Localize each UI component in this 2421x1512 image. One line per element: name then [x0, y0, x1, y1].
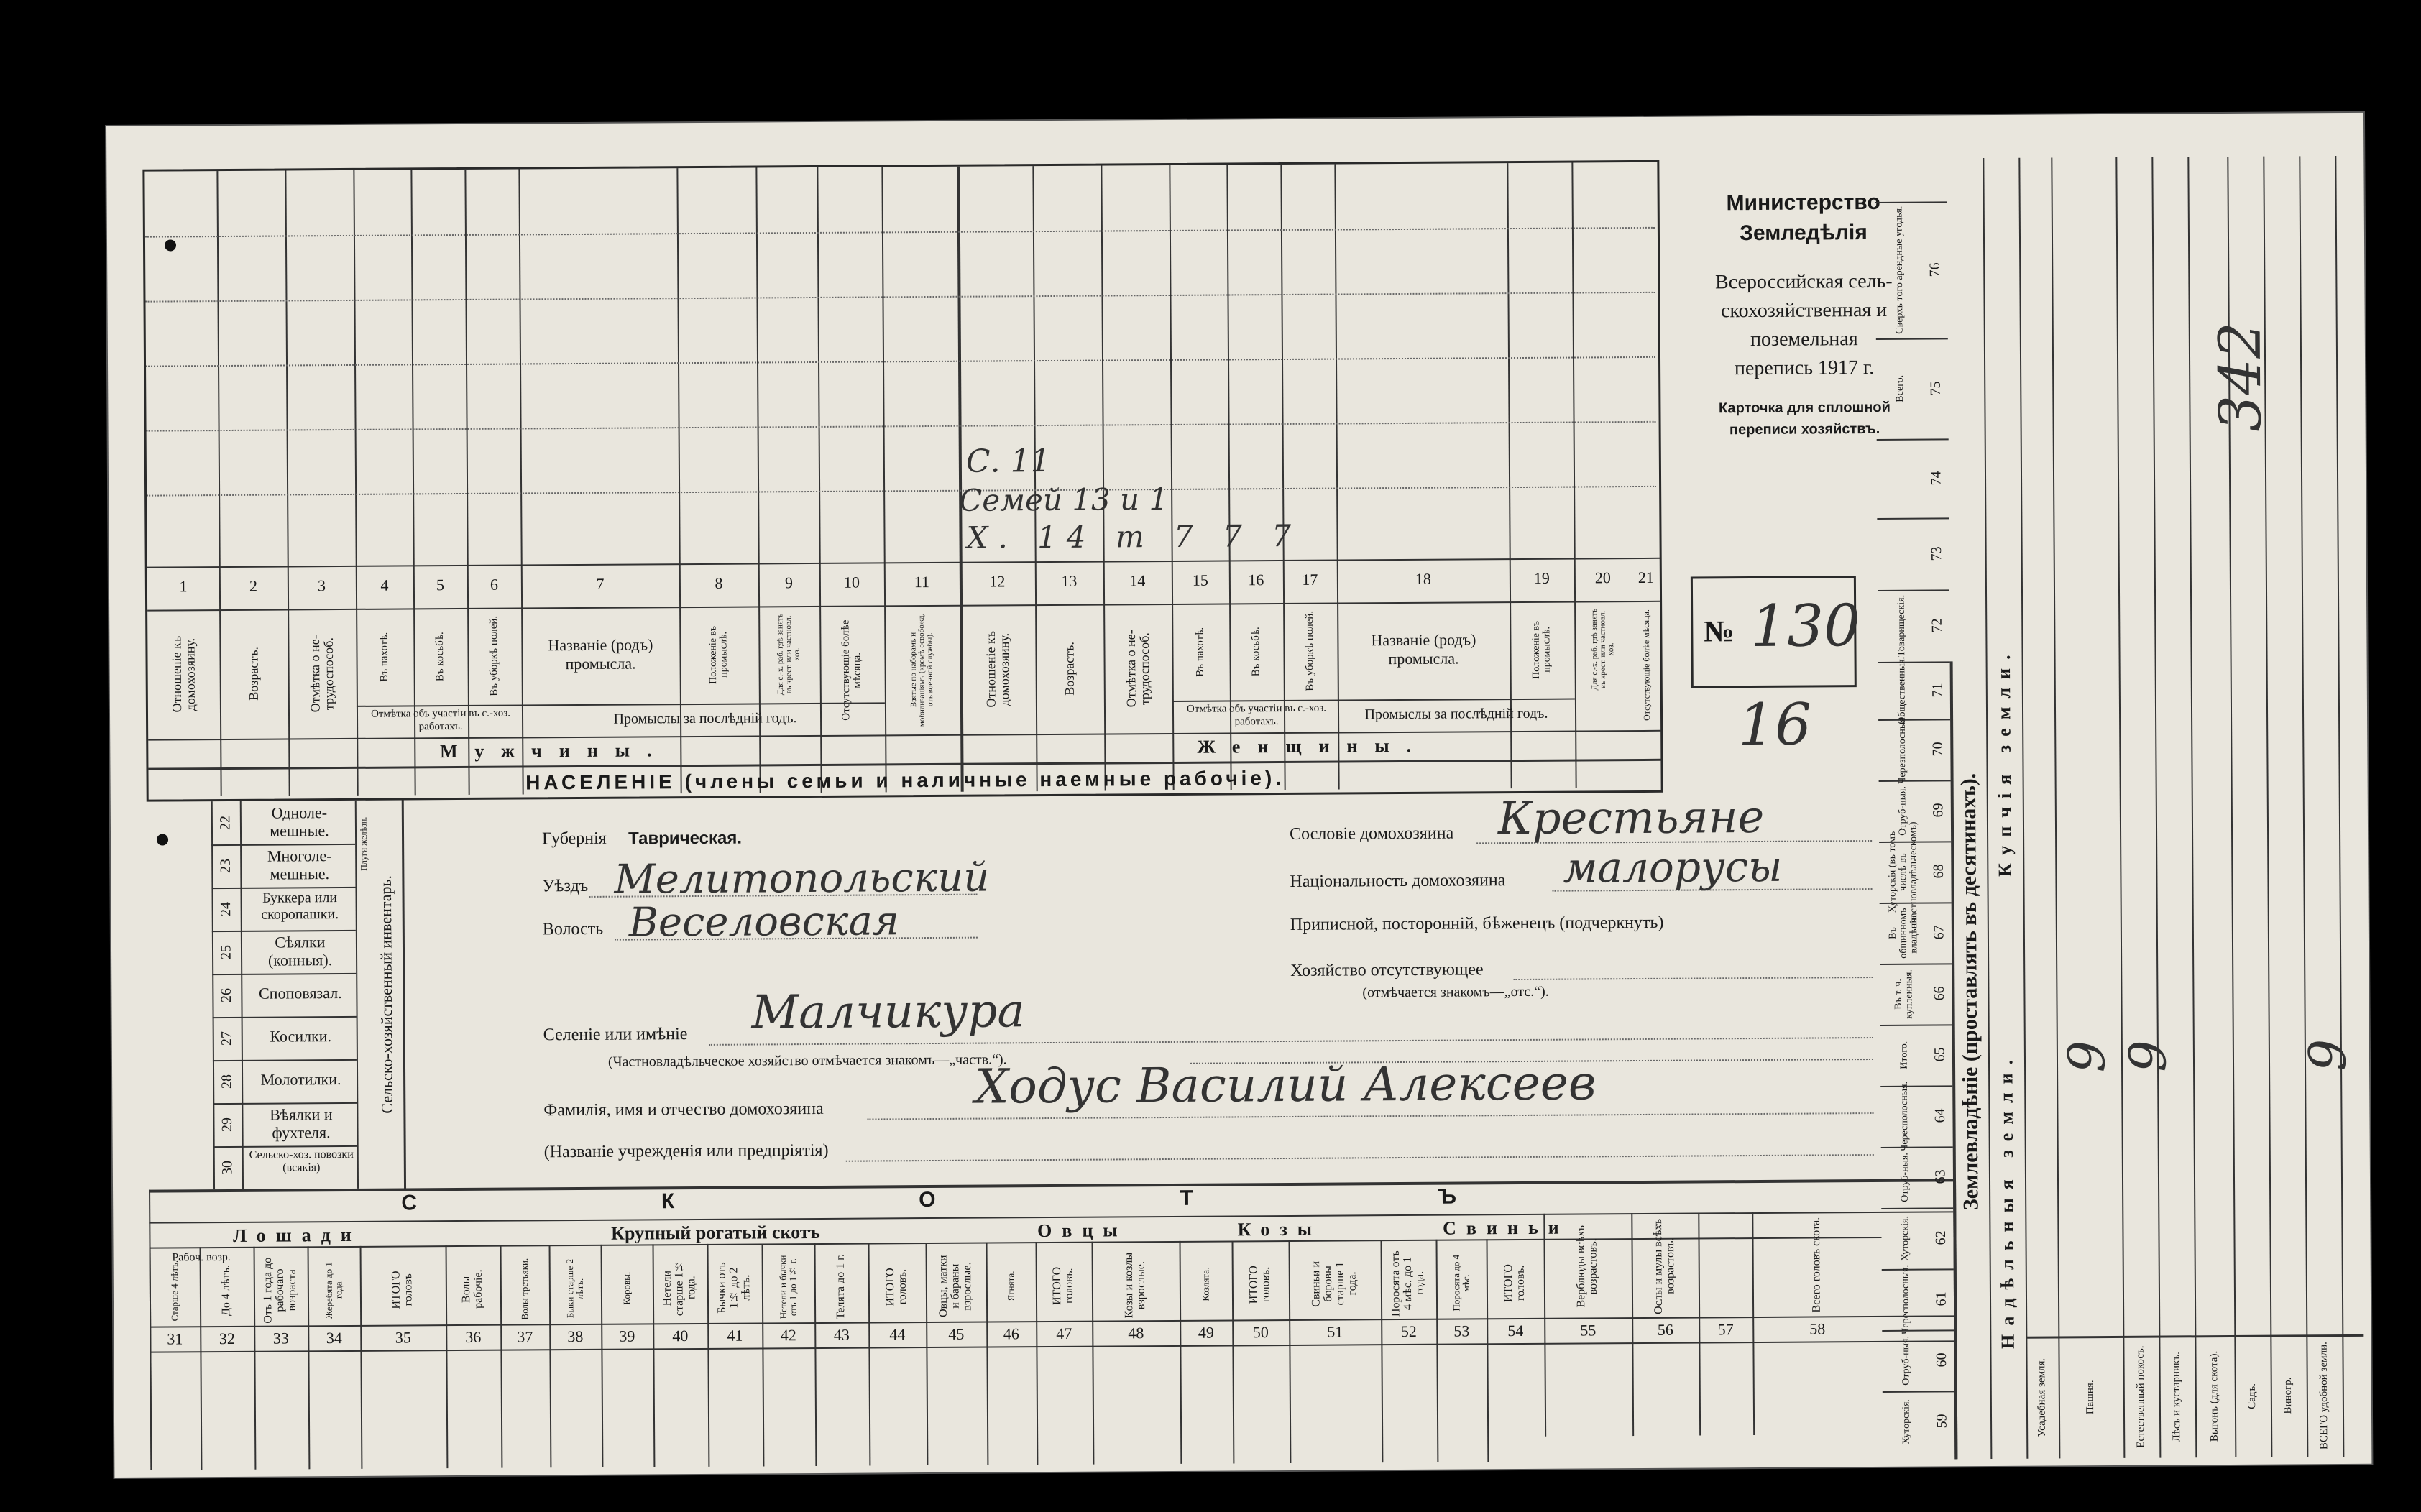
land-column-header: Товарищескія. — [1896, 594, 1908, 657]
livestock-column-header: Быки старше 2 лѣтъ. — [564, 1258, 585, 1319]
livestock-column-number: 31 — [167, 1329, 183, 1348]
livestock-title: СКОТЪ — [401, 1183, 1701, 1215]
livestock-column-number: 44 — [889, 1325, 906, 1344]
inventory-item: Молотилки. — [260, 1070, 341, 1089]
livestock-column-header: Волы рабочіе. — [459, 1269, 485, 1309]
livestock-column-header: Всего головъ скота. — [1809, 1217, 1823, 1313]
district-value: Мелитопольский — [614, 854, 990, 903]
column-header: Въ косьбѣ. — [1249, 627, 1262, 677]
inventory-item: Сельско-хоз. повозки (всякія) — [249, 1148, 354, 1174]
land-column-number: 67 — [1931, 925, 1947, 941]
inventory-number: 22 — [217, 815, 234, 831]
livestock-column-number: 53 — [1453, 1322, 1470, 1340]
livestock-column-header: До 4 лѣтъ. — [219, 1265, 233, 1317]
column-number: 11 — [914, 573, 930, 591]
trades-subheader: Промыслы за послѣдній годъ. — [1364, 705, 1548, 723]
card-subtitle: переписи хозяйствъ. — [1729, 420, 1880, 438]
population-title: НАСЕЛЕНІЕ (члены семьи и наличные наемные рабочіе). — [525, 767, 1285, 794]
livestock-column-number: 50 — [1252, 1323, 1269, 1342]
plough-group-label: Плуги желѣзн. — [358, 816, 369, 871]
card-subnumber: 16 — [1737, 691, 1812, 759]
column-header: Названіе (родъ) промысла. — [548, 635, 653, 673]
participation-subheader: Отмѣтка объ участіи въ с.-хоз. работахъ. — [371, 707, 511, 733]
group-sheep: Овцы — [1037, 1220, 1128, 1242]
livestock-column-header: Овцы, матки и бараны взрослые. — [937, 1255, 974, 1318]
livestock-column-number: 47 — [1056, 1324, 1072, 1342]
punch-hole — [157, 834, 168, 845]
column-header: Въ косьбѣ. — [433, 632, 446, 682]
column-number: 5 — [436, 576, 444, 594]
handwritten-mark: 342 — [2206, 321, 2274, 433]
inventory-number: 27 — [219, 1031, 235, 1046]
land-column-header: Отруб-ныя. — [1897, 785, 1908, 836]
land-column-number: 75 — [1927, 381, 1944, 396]
livestock-column-header: Поросята отъ 4 мѣс. до 1 года. — [1389, 1250, 1426, 1317]
village-value: Малчикура — [751, 985, 1025, 1040]
livestock-column-number: 45 — [948, 1324, 965, 1343]
livestock-table — [149, 1179, 1954, 1470]
livestock-column-header: Поросята до 4 мѣс. — [1450, 1255, 1471, 1312]
livestock-column-number: 56 — [1657, 1320, 1673, 1339]
land-column-number: 66 — [1931, 986, 1947, 1002]
inventory-item: Вѣялки и фухтеля. — [270, 1105, 333, 1142]
land-column-header — [1878, 439, 1925, 518]
column-header: Въ пахотѣ. — [1194, 627, 1206, 677]
livestock-column-number: 36 — [465, 1327, 482, 1346]
land-column-number: 63 — [1932, 1169, 1949, 1185]
livestock-column-header: Жеребята до 1 года — [323, 1261, 344, 1319]
census-title-line: скохозяйственная и — [1720, 298, 1888, 323]
group-goats: Козы — [1237, 1218, 1323, 1240]
land-column-header: Въ т. ч. купленныя. — [1893, 969, 1915, 1019]
men-label: Мужчины. — [439, 739, 669, 762]
livestock-column-header: Телята до 1 г. — [834, 1254, 847, 1320]
column-number: 18 — [1415, 569, 1431, 588]
column-header: Отсутствующіе болѣе мѣсяца. — [840, 619, 863, 721]
livestock-column-header: Отъ 1 года до рабочаго возраста — [261, 1257, 298, 1324]
inventory-item: Косилки. — [270, 1027, 332, 1046]
land-column-header — [1878, 518, 1925, 590]
column-number: 15 — [1192, 571, 1208, 589]
livestock-column-header: Нетели старше 1½ года. — [661, 1260, 698, 1317]
column-number: 16 — [1248, 571, 1264, 589]
handwritten-note: С. 11 — [965, 442, 1051, 480]
nationality-value: малорусы — [1563, 842, 1783, 893]
absent-label: Хозяйство отсутствующее — [1290, 960, 1484, 980]
land-column-number: 61 — [1933, 1291, 1949, 1307]
livestock-column-number: 34 — [326, 1329, 342, 1347]
column-header: Отношеніе къ домохозяину. — [983, 631, 1012, 708]
column-number: 8 — [715, 573, 723, 592]
column-number: 10 — [843, 573, 860, 591]
column-number: 13 — [1061, 571, 1078, 590]
group-pigs: Свиньи — [1443, 1217, 1569, 1239]
province-value: Таврическая. — [628, 828, 743, 849]
livestock-column-number: 48 — [1128, 1324, 1144, 1342]
land-column-number: 68 — [1930, 864, 1947, 880]
livestock-column-header: Ослы и мулы всѣхъ возрастовъ. — [1652, 1218, 1677, 1314]
card-number-value: 130 — [1750, 592, 1861, 660]
census-title-line: перепись 1917 г. — [1734, 356, 1875, 380]
column-header: Возрастъ. — [246, 647, 261, 701]
column-header: Въ уборкѣ полей. — [487, 616, 500, 697]
livestock-column-number: 39 — [619, 1327, 635, 1345]
handwritten-note: Семей 13 и 1 — [959, 481, 1169, 518]
livestock-column-number: 46 — [1003, 1324, 1019, 1343]
absent-note: (отмѣчается знакомъ—„отс.“). — [1362, 983, 1549, 1001]
inventory-number: 24 — [218, 901, 234, 917]
inventory-number: 25 — [218, 944, 234, 960]
estate-label: Сословіе домохозяина — [1289, 824, 1454, 844]
column-number: 6 — [490, 575, 498, 594]
land-use-label: Садъ. — [2246, 1383, 2259, 1409]
householder-name-value: Ходус Василий Алексеев — [974, 1055, 1597, 1115]
volost-value: Веселовская — [628, 898, 900, 946]
land-column-number: 59 — [1934, 1414, 1950, 1429]
column-number: 7 — [596, 574, 605, 593]
handwritten-note: Х. 14 т 7 7 7 — [966, 517, 1302, 556]
nationality-label: Національность домохозяина — [1290, 871, 1506, 891]
land-column-header: Чересполосныя. — [1898, 1081, 1911, 1151]
address-section — [413, 790, 1953, 1188]
card-subtitle: Карточка для сплошной — [1718, 399, 1891, 417]
ministry-title: Министерство Земледѣлія — [1726, 190, 1880, 246]
land-column-number: 62 — [1932, 1230, 1949, 1246]
livestock-column-number: 58 — [1809, 1319, 1826, 1338]
livestock-column-header: Верблюды всѣхъ возрастовъ. — [1574, 1225, 1599, 1308]
land-column-header: Черезполосныя. — [1896, 715, 1908, 785]
column-number: 9 — [784, 573, 793, 592]
population-table — [142, 160, 1663, 802]
land-use-label: Пашня. — [2084, 1380, 2097, 1415]
livestock-column-number: 37 — [517, 1327, 533, 1346]
livestock-column-number: 51 — [1327, 1322, 1343, 1341]
column-number: 3 — [317, 576, 326, 595]
land-column-header: Отруб-ныя. — [1900, 1335, 1912, 1386]
inventory-title: Сельско-хозяйственный инвентарь. — [376, 875, 396, 1114]
province-label: Губернія — [541, 829, 607, 849]
livestock-column-header: Нетели и бычки отъ 1 до 1½ г. — [777, 1255, 799, 1319]
column-number: 12 — [989, 572, 1006, 591]
livestock-column-number: 35 — [395, 1328, 411, 1347]
handwritten-mark: 9 — [2118, 1040, 2178, 1073]
column-header: Взятые по наборамъ и мобилизаціямъ (кромѣ освобожд. отъ военной службы). — [909, 613, 935, 727]
livestock-column-header: Старше 4 лѣтъ. — [168, 1260, 180, 1322]
column-header: Названіе (родъ) промысла. — [1371, 630, 1476, 668]
livestock-column-number: 41 — [727, 1326, 743, 1345]
land-column-number: 60 — [1933, 1352, 1950, 1368]
inventory-item: Одноле-мешные. — [270, 803, 329, 840]
livestock-column-header: Свиньи и боровы старше 1 года. — [1310, 1260, 1359, 1307]
column-header: Положеніе въ промыслѣ. — [707, 625, 730, 684]
livestock-column-number: 33 — [272, 1329, 289, 1347]
inventory-item: Сѣялки (конныя). — [267, 933, 333, 969]
inventory-item: Многоле-мешные. — [267, 847, 332, 883]
district-label: Уѣздъ — [542, 876, 589, 896]
livestock-column-header — [1699, 1216, 1751, 1315]
land-column-number: 64 — [1931, 1108, 1949, 1124]
land-column-header: Хуторскія. — [1899, 1215, 1911, 1261]
livestock-column-number: 42 — [780, 1326, 796, 1345]
livestock-column-header: ИТОГО головъ. — [1502, 1263, 1528, 1302]
land-use-label: Виногр. — [2282, 1377, 2294, 1415]
column-header: Для с.-х. раб. гдѣ занятъ въ крест. или частновл. хоз. — [1589, 609, 1616, 691]
group-horses: Лошади — [232, 1224, 362, 1246]
handwritten-mark: 9 — [2057, 1040, 2117, 1073]
inventory-number: 30 — [219, 1160, 236, 1176]
land-use-label: Естественный покосъ. — [2134, 1345, 2147, 1448]
census-title-line: поземельная — [1750, 328, 1858, 351]
livestock-column-header: Волы третьяки. — [518, 1258, 530, 1320]
column-header: Въ уборкѣ полей. — [1303, 611, 1316, 692]
land-column-header: Всего. — [1894, 374, 1906, 402]
land-column-header: Итого. — [1898, 1041, 1910, 1069]
land-column-header: Въ общинномъ владѣніи. — [1887, 908, 1920, 959]
livestock-column-header: ИТОГО головъ. — [883, 1267, 909, 1306]
livestock-column-number: 38 — [567, 1327, 584, 1346]
column-number: 17 — [1302, 570, 1318, 589]
column-number: 1 — [179, 577, 188, 596]
inventory-item: Споповязал. — [258, 984, 342, 1002]
column-number: 20 — [1594, 568, 1611, 587]
purchased-title: Купчія земли. — [1993, 646, 2016, 877]
column-header: Отмѣтка о не-трудоспособ. — [307, 635, 336, 713]
column-number: 14 — [1129, 571, 1146, 590]
land-use-label: ВСЕГО удобной земли. — [2317, 1342, 2330, 1450]
livestock-column-number: 57 — [1717, 1320, 1734, 1339]
land-column-header: Хуторскія. — [1901, 1398, 1912, 1444]
women-label: Женщины. — [1197, 734, 1429, 757]
land-column-header: Сверхъ того арендные угодья. — [1893, 206, 1906, 334]
livestock-column-number: 55 — [1580, 1321, 1597, 1340]
livestock-column-number: 40 — [672, 1327, 689, 1345]
column-header: Отношеніе къ домохозяину. — [169, 636, 198, 713]
volost-label: Волость — [542, 919, 604, 939]
livestock-column-number: 52 — [1400, 1322, 1417, 1341]
group-cattle: Крупный рогатый скотъ — [611, 1221, 820, 1244]
registered-label: Приписной, посторонній, бѣженецъ (подчеркнуть) — [1290, 913, 1664, 934]
livestock-column-header: ИТОГО головъ. — [1050, 1266, 1076, 1305]
column-header: Для с.-х. раб. гдѣ занятъ въ крест. или частновл. хоз. — [776, 613, 801, 696]
inventory-number: 23 — [217, 858, 234, 874]
land-table — [1947, 156, 2364, 1459]
land-column-number: 74 — [1928, 471, 1944, 486]
livestock-column-header: Козы и козлы взрослые. — [1122, 1252, 1148, 1319]
handwritten-mark: 9 — [2298, 1038, 2358, 1071]
column-header: Возрастъ. — [1062, 642, 1077, 696]
householder-name-label: Фамилія, имя и отчество домохозяина — [543, 1099, 824, 1120]
census-title-line: Всероссийская сель- — [1714, 269, 1893, 294]
column-number: 2 — [249, 576, 257, 595]
livestock-column-number: 32 — [219, 1329, 235, 1348]
column-header: Отмѣтка о не-трудоспособ. — [1123, 630, 1152, 708]
column-number: 21 — [1637, 568, 1654, 586]
land-use-label: Усадебная земля. — [2036, 1357, 2048, 1437]
inventory-number: 28 — [219, 1074, 235, 1089]
livestock-column-header: Козлята. — [1200, 1268, 1211, 1302]
land-column-header: Отруб-ныя. — [1899, 1152, 1911, 1202]
card-number-label: № — [1704, 615, 1735, 649]
land-column-number: 72 — [1929, 618, 1945, 633]
land-use-label: Лѣсъ и кустарникъ. — [2170, 1351, 2183, 1442]
column-number: 4 — [380, 576, 389, 594]
livestock-column-header: ИТОГО головъ. — [1247, 1265, 1272, 1304]
estate-value: Крестьяне — [1497, 790, 1765, 845]
census-card — [106, 113, 2371, 1478]
column-header: Положеніе въ промыслѣ. — [1530, 620, 1553, 679]
column-header: Въ пахотѣ. — [378, 632, 390, 682]
land-column-header: Чересполосныя. — [1900, 1264, 1911, 1334]
livestock-column-header: Ягнята. — [1005, 1271, 1016, 1301]
land-column-headers — [1875, 158, 1954, 1460]
livestock-column-number: 49 — [1198, 1323, 1214, 1342]
trades-subheader: Промыслы за послѣдній годъ. — [613, 710, 797, 727]
working-age-label: Рабоч. возр. — [172, 1250, 231, 1264]
private-note: (Частновладѣльческое хозяйство отмѣчается знакомъ—„частв.“). — [607, 1051, 1007, 1070]
land-column-header: Хуторскія (въ томъ числѣ въ частновладѣльческомъ) — [1887, 821, 1920, 923]
livestock-column-number: 54 — [1507, 1321, 1524, 1340]
land-column-number: 73 — [1929, 546, 1945, 561]
village-label: Селеніе или имѣніе — [543, 1025, 688, 1045]
inventory-item: Буккера или скоропашки. — [261, 890, 339, 923]
inventory-number: 29 — [219, 1117, 236, 1133]
livestock-column-header: Бычки отъ 1½ до 2 лѣтъ. — [715, 1262, 753, 1314]
land-column-header: Общественныя. — [1896, 656, 1908, 724]
column-header: Отсутствующіе болѣе мѣсяца. — [1640, 609, 1652, 722]
inventory-number: 26 — [218, 987, 234, 1003]
institution-label: (Названіе учрежденія или предпріятія) — [543, 1140, 829, 1162]
allotment-title: Надѣльныя земли. — [1995, 1051, 2018, 1349]
column-number: 19 — [1533, 568, 1550, 587]
land-use-label: Выгонъ (для скота). — [2208, 1350, 2220, 1442]
land-column-number: 65 — [1931, 1047, 1948, 1063]
livestock-column-number: 43 — [833, 1325, 850, 1344]
card-number-box — [1691, 576, 1861, 688]
livestock-column-header: Коровы. — [620, 1271, 633, 1305]
participation-subheader: Отмѣтка объ участіи въ с.-хоз. работахъ. — [1186, 702, 1326, 728]
land-column-number: 70 — [1929, 742, 1946, 757]
land-column-number: 76 — [1926, 262, 1943, 277]
land-column-number: 71 — [1929, 683, 1946, 698]
land-column-number: 69 — [1930, 803, 1947, 819]
land-title: Землевладѣніе (проставлять въ десятинахъ). — [1956, 773, 1983, 1211]
livestock-column-header: ИТОГО головъ — [390, 1270, 415, 1309]
